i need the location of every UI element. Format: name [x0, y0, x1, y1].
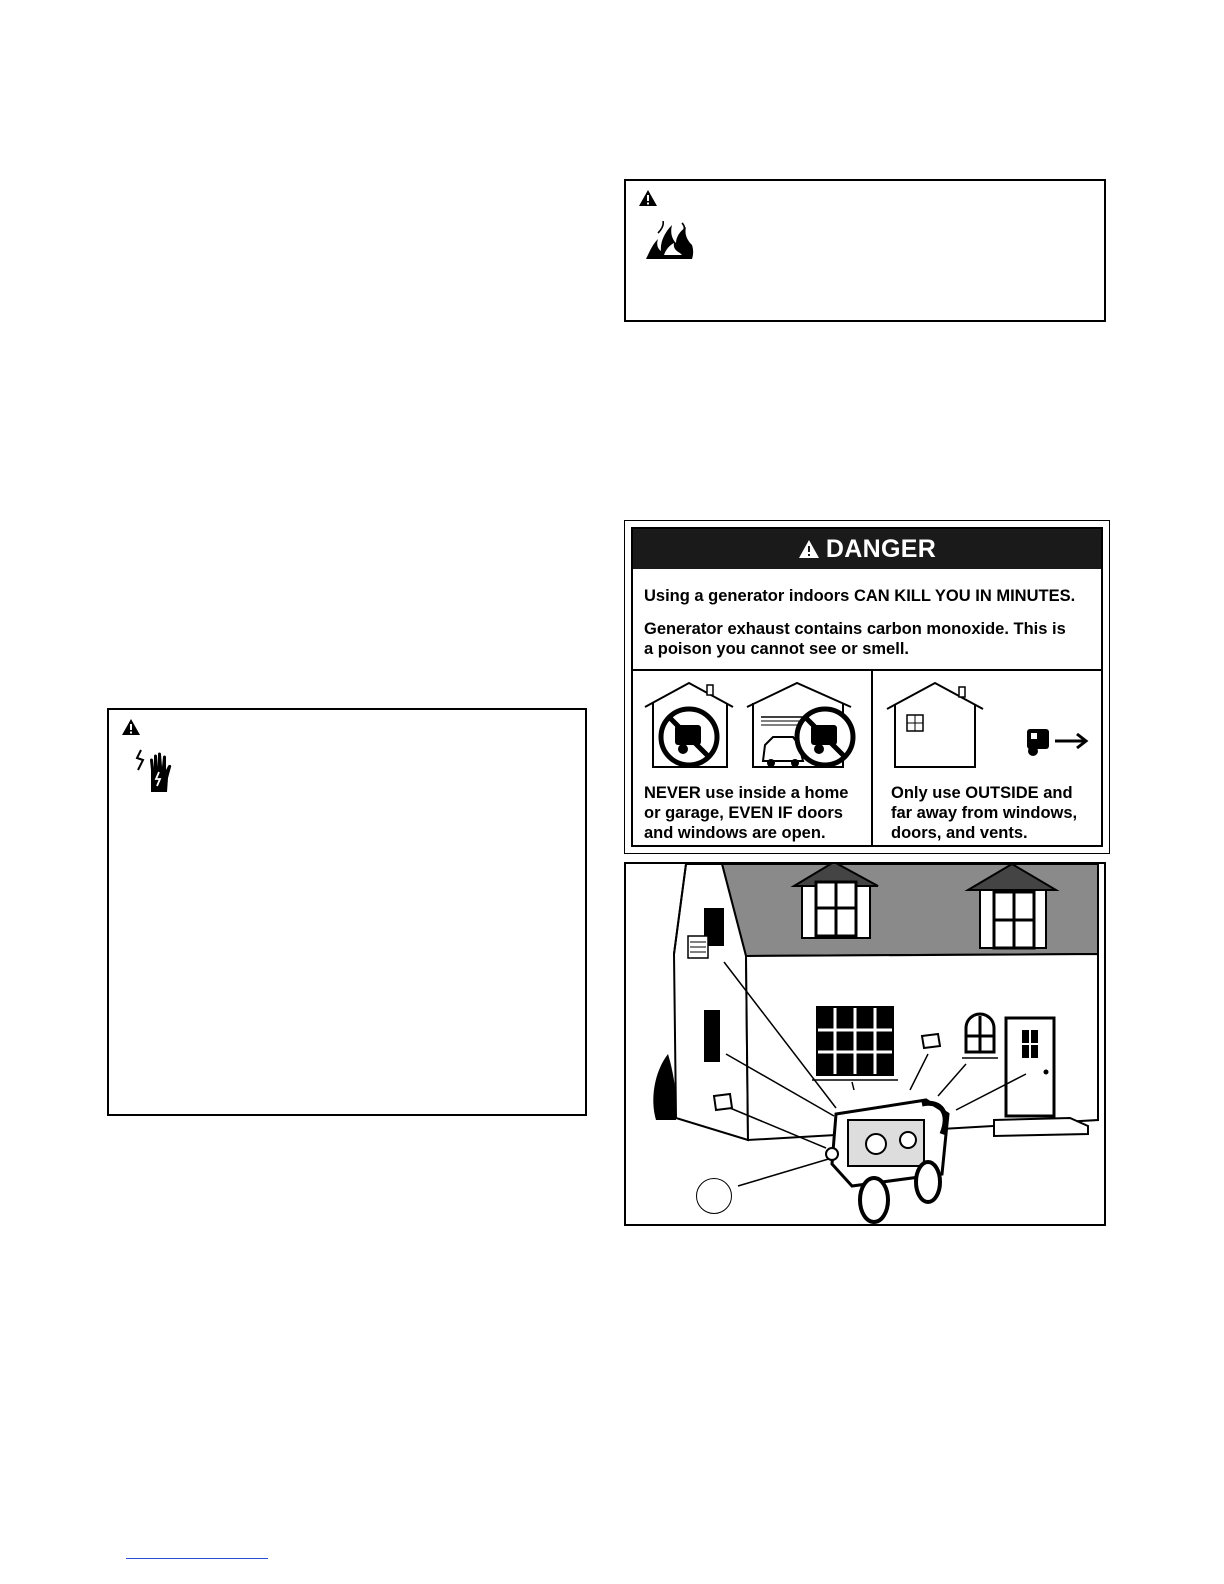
outdoor-use-pictogram	[885, 679, 1099, 771]
no-indoor-use-pictogram	[643, 679, 867, 771]
danger-title: DANGER	[825, 534, 937, 563]
danger-label-inner	[631, 527, 1103, 847]
right-caption-2: far away from windows,	[891, 804, 1078, 822]
shock-warning-box	[107, 708, 587, 1116]
danger-column-divider	[871, 671, 873, 845]
callout-circle	[696, 1178, 732, 1214]
left-caption-1: NEVER use inside a home	[644, 784, 849, 802]
danger-line-1: Using a generator indoors CAN KILL YOU IN MINUTES.	[644, 587, 1076, 605]
house-illustration	[626, 864, 1104, 1224]
right-caption-3: doors, and vents.	[891, 824, 1028, 842]
generator-illustration	[826, 1100, 948, 1222]
electric-shock-hand-icon	[133, 748, 179, 794]
danger-line-2a: Generator exhaust contains carbon monoxide. This is	[644, 620, 1066, 638]
fire-warning-box	[624, 179, 1106, 322]
danger-label	[624, 520, 1110, 854]
warning-triangle-icon	[798, 539, 820, 559]
warning-triangle-icon	[121, 718, 141, 736]
danger-header	[633, 529, 1101, 569]
warning-triangle-icon	[638, 189, 658, 207]
danger-line-2b: a poison you cannot see or smell.	[644, 640, 909, 658]
left-caption-3: and windows are open.	[644, 824, 826, 842]
footer-link-underline	[126, 1558, 268, 1559]
right-caption-1: Only use OUTSIDE and	[891, 784, 1073, 802]
generator-placement-figure	[624, 862, 1106, 1226]
fire-icon	[644, 221, 696, 261]
danger-divider	[633, 669, 1101, 671]
left-caption-2: or garage, EVEN IF doors	[644, 804, 843, 822]
